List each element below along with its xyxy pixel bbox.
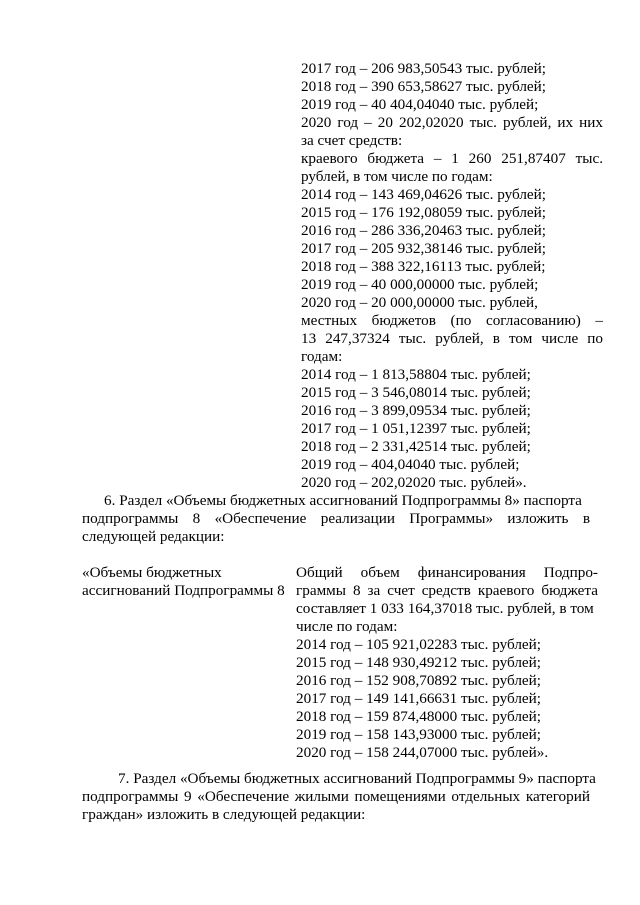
text-line: годам: [301, 348, 343, 365]
text-line: 2017 год – 1 051,12397 тыс. рублей; [301, 420, 531, 437]
text-line: 2014 год – 1 813,58804 тыс. рублей; [301, 366, 531, 383]
text-line: Общий объем финансирования Подпро- [296, 564, 598, 581]
text-line: 2020 год – 20 000,00000 тыс. рублей, [301, 294, 538, 311]
section-6-paragraph [82, 492, 590, 546]
paragraph-line: 7. Раздел «Объемы бюджетных ассигнований Подпрограммы 9» паспорта [118, 770, 596, 787]
text-line: 2020 год – 20 202,02020 тыс. рублей, их них [301, 114, 603, 131]
text-line: составляет 1 033 164,37018 тыс. рублей, в том [296, 600, 594, 617]
label-line: ассигнований Подпрограммы 8 [82, 582, 285, 599]
text-line: 13 247,37324 тыс. рублей, в том числе по [301, 330, 603, 347]
text-line: местных бюджетов (по согласованию) – [301, 312, 603, 329]
text-line: 2018 год – 390 653,58627 тыс. рублей; [301, 78, 546, 95]
text-line: 2019 год – 40 404,04040 тыс. рублей; [301, 96, 539, 113]
text-line: 2017 год – 149 141,66631 тыс. рублей; [296, 690, 541, 707]
text-line: 2015 год – 3 546,08014 тыс. рублей; [301, 384, 531, 401]
text-line: 2016 год – 152 908,70892 тыс. рублей; [296, 672, 541, 689]
text-line: 2017 год – 205 932,38146 тыс. рублей; [301, 240, 546, 257]
text-line: граммы 8 за счет средств краевого бюджета [296, 582, 598, 599]
paragraph-line: 6. Раздел «Объемы бюджетных ассигнований Подпрограммы 8» паспорта [104, 492, 582, 509]
text-line: 2014 год – 105 921,02283 тыс. рублей; [296, 636, 541, 653]
text-line: 2018 год – 159 874,48000 тыс. рублей; [296, 708, 541, 725]
text-line: 2014 год – 143 469,04626 тыс. рублей; [301, 186, 546, 203]
text-line: 2015 год – 176 192,08059 тыс. рублей; [301, 204, 546, 221]
paragraph-line: граждан» изложить в следующей редакции: [82, 806, 366, 823]
text-line: 2018 год – 388 322,16113 тыс. рублей; [301, 258, 546, 275]
text-line: 2016 год – 3 899,09534 тыс. рублей; [301, 402, 531, 419]
text-line: краевого бюджета – 1 260 251,87407 тыс. [301, 150, 603, 167]
text-line: 2018 год – 2 331,42514 тыс. рублей; [301, 438, 531, 455]
text-line: 2020 год – 202,02020 тыс. рублей». [301, 474, 527, 491]
paragraph-line: следующей редакции: [82, 528, 225, 545]
text-line: 2019 год – 40 000,00000 тыс. рублей; [301, 276, 539, 293]
section-7-paragraph [82, 770, 596, 824]
paragraph-line: подпрограммы 9 «Обеспечение жилыми помещениями отдельных категорий [82, 788, 590, 805]
text-line: 2019 год – 404,04040 тыс. рублей; [301, 456, 520, 473]
text-line: за счет средств: [301, 132, 403, 149]
text-line: 2016 год – 286 336,20463 тыс. рублей; [301, 222, 546, 239]
paragraph-line: подпрограммы 8 «Обеспечение реализации Программы» изложить в [82, 510, 590, 527]
label-line: «Объемы бюджетных [82, 564, 222, 581]
text-line: 2015 год – 148 930,49212 тыс. рублей; [296, 654, 541, 671]
top-funding-block [301, 60, 603, 500]
text-line: рублей, в том числе по годам: [301, 168, 493, 185]
text-line: числе по годам: [296, 618, 398, 635]
text-line: 2019 год – 158 143,93000 тыс. рублей; [296, 726, 541, 743]
text-line: 2017 год – 206 983,50543 тыс. рублей; [301, 60, 546, 77]
text-line: 2020 год – 158 244,07000 тыс. рублей». [296, 744, 549, 761]
